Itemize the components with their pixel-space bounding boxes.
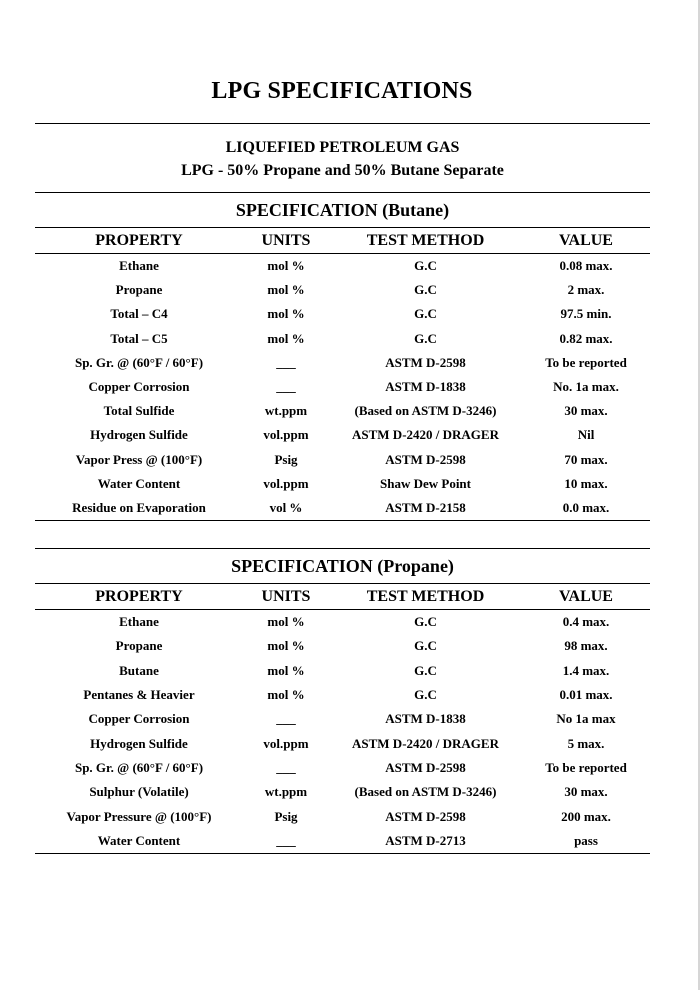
cell-units: vol.ppm <box>263 735 309 751</box>
cell-units: mol % <box>267 330 305 346</box>
cell-units: mol % <box>267 687 305 703</box>
cell-units: ___ <box>276 711 296 727</box>
header-units: UNITS <box>261 231 311 249</box>
propane-spec-table <box>35 584 650 854</box>
table-row <box>35 472 650 496</box>
subtitle-product: LIQUEFIED PETROLEUM GAS <box>225 139 460 156</box>
cell-property: Pentanes & Heavier <box>83 687 195 703</box>
cell-test-method: G.C <box>414 258 437 274</box>
cell-property: Water Content <box>35 829 243 854</box>
cell-units: Psig <box>274 451 298 467</box>
table-row <box>35 707 650 731</box>
cell-test-method: ASTM D-2713 <box>329 829 522 854</box>
cell-test-method: G.C <box>414 330 437 346</box>
cell-value: 0.08 max. <box>559 258 613 274</box>
divider-propane-top <box>35 548 650 549</box>
table-row <box>35 448 650 472</box>
header-value: VALUE <box>559 231 613 249</box>
cell-test-method: G.C <box>414 662 437 678</box>
cell-value: 30 max. <box>564 784 608 800</box>
cell-value: 0.4 max. <box>562 614 610 630</box>
table-row <box>35 756 650 780</box>
cell-units: mol % <box>267 282 305 298</box>
cell-property: Hydrogen Sulfide <box>90 427 188 443</box>
header-property: PROPERTY <box>95 231 183 249</box>
cell-test-method: ASTM D-2420 / DRAGER <box>352 735 499 751</box>
table-row <box>35 829 650 854</box>
table-row <box>35 683 650 707</box>
propane-title-main: SPECIFICATION <box>231 556 373 576</box>
cell-test-method: ASTM D-2158 <box>329 496 522 521</box>
cell-units: ___ <box>276 354 296 370</box>
cell-units: mol % <box>267 306 305 322</box>
cell-units: vol.ppm <box>263 427 309 443</box>
cell-property: Copper Corrosion <box>88 711 190 727</box>
cell-property: Ethane <box>119 614 159 630</box>
cell-test-method: (Based on ASTM D-3246) <box>354 403 497 419</box>
table-row <box>35 375 650 399</box>
cell-test-method: G.C <box>414 687 437 703</box>
cell-value: 0.0 max. <box>522 496 650 521</box>
header-value: VALUE <box>559 587 613 605</box>
table-row <box>35 496 650 521</box>
cell-value: To be reported <box>545 759 627 775</box>
cell-units: vol.ppm <box>263 475 309 491</box>
butane-title-paren: (Butane) <box>382 200 450 220</box>
cell-value: 98 max. <box>564 638 608 654</box>
cell-units: mol % <box>267 258 305 274</box>
cell-value: 70 max. <box>564 451 608 467</box>
cell-units: ___ <box>276 379 296 395</box>
table-row <box>35 351 650 375</box>
cell-test-method: G.C <box>414 306 437 322</box>
table-row <box>35 423 650 447</box>
cell-property: Residue on Evaporation <box>35 496 243 521</box>
cell-property: Butane <box>119 662 159 678</box>
cell-property: Vapor Press @ (100°F) <box>75 451 203 467</box>
cell-property: Total Sulfide <box>103 403 175 419</box>
cell-units: vol % <box>243 496 329 521</box>
cell-test-method: ASTM D-1838 <box>385 711 466 727</box>
cell-value: Nil <box>577 427 595 443</box>
table-row <box>35 659 650 683</box>
cell-test-method: ASTM D-2598 <box>385 354 466 370</box>
cell-property: Vapor Pressure @ (100°F) <box>66 808 212 824</box>
table-row <box>35 610 650 635</box>
table-header-row <box>35 584 650 610</box>
subtitle-composition: LPG - 50% Propane and 50% Butane Separate <box>181 162 504 179</box>
cell-property: Ethane <box>119 258 159 274</box>
propane-section-title <box>35 556 650 577</box>
cell-test-method: (Based on ASTM D-3246) <box>354 784 497 800</box>
divider-top <box>35 123 650 124</box>
table-header-row <box>35 228 650 254</box>
table-row <box>35 634 650 658</box>
cell-test-method: G.C <box>414 614 437 630</box>
cell-units: wt.ppm <box>264 784 308 800</box>
cell-value: No. 1a max. <box>553 379 619 395</box>
cell-property: Total – C4 <box>110 306 168 322</box>
cell-units: Psig <box>274 808 298 824</box>
header-units: UNITS <box>261 587 311 605</box>
cell-test-method: G.C <box>414 282 437 298</box>
cell-test-method: ASTM D-2598 <box>385 759 466 775</box>
table-row <box>35 731 650 755</box>
butane-title-main: SPECIFICATION <box>235 200 378 220</box>
cell-property: Sulphur (Volatile) <box>89 784 189 800</box>
cell-value: 0.82 max. <box>559 330 613 346</box>
header-test-method: TEST METHOD <box>366 587 485 605</box>
butane-section-title <box>35 200 650 221</box>
page-title: LPG SPECIFICATIONS <box>211 78 473 104</box>
cell-property: Hydrogen Sulfide <box>90 735 188 751</box>
cell-value: To be reported <box>545 354 627 370</box>
table-row <box>35 278 650 302</box>
cell-test-method: ASTM D-2420 / DRAGER <box>352 427 499 443</box>
cell-property: Sp. Gr. @ (60°F / 60°F) <box>74 354 204 370</box>
cell-units: mol % <box>267 662 305 678</box>
cell-units: wt.ppm <box>264 403 308 419</box>
cell-value: 1.4 max. <box>562 662 610 678</box>
cell-property: Total – C5 <box>110 330 168 346</box>
header-test-method: TEST METHOD <box>366 231 485 249</box>
cell-test-method: Shaw Dew Point <box>379 475 471 491</box>
cell-property: Propane <box>115 282 163 298</box>
table-row <box>35 254 650 279</box>
cell-value: pass <box>522 829 650 854</box>
table-row <box>35 399 650 423</box>
cell-test-method: ASTM D-2598 <box>385 451 466 467</box>
cell-units: ___ <box>243 829 329 854</box>
cell-value: 2 max. <box>567 282 605 298</box>
cell-property: Copper Corrosion <box>88 379 190 395</box>
cell-value: No 1a max <box>556 711 616 727</box>
divider-butane-top <box>35 192 650 193</box>
propane-title-paren: (Propane) <box>377 556 454 576</box>
cell-units: mol % <box>267 614 305 630</box>
cell-test-method: ASTM D-2598 <box>385 808 466 824</box>
cell-property: Water Content <box>97 475 181 491</box>
header-property: PROPERTY <box>95 587 183 605</box>
cell-value: 200 max. <box>561 808 611 824</box>
cell-units: ___ <box>276 759 296 775</box>
cell-test-method: G.C <box>414 638 437 654</box>
table-row <box>35 302 650 326</box>
cell-test-method: ASTM D-1838 <box>385 379 466 395</box>
cell-value: 10 max. <box>564 475 608 491</box>
cell-value: 30 max. <box>564 403 608 419</box>
cell-value: 0.01 max. <box>559 687 613 703</box>
table-row <box>35 327 650 351</box>
butane-spec-table <box>35 228 650 521</box>
cell-units: mol % <box>267 638 305 654</box>
cell-value: 97.5 min. <box>560 306 612 322</box>
cell-property: Sp. Gr. @ (60°F / 60°F) <box>74 759 204 775</box>
table-row <box>35 780 650 804</box>
cell-value: 5 max. <box>567 735 605 751</box>
cell-property: Propane <box>115 638 163 654</box>
table-row <box>35 804 650 828</box>
